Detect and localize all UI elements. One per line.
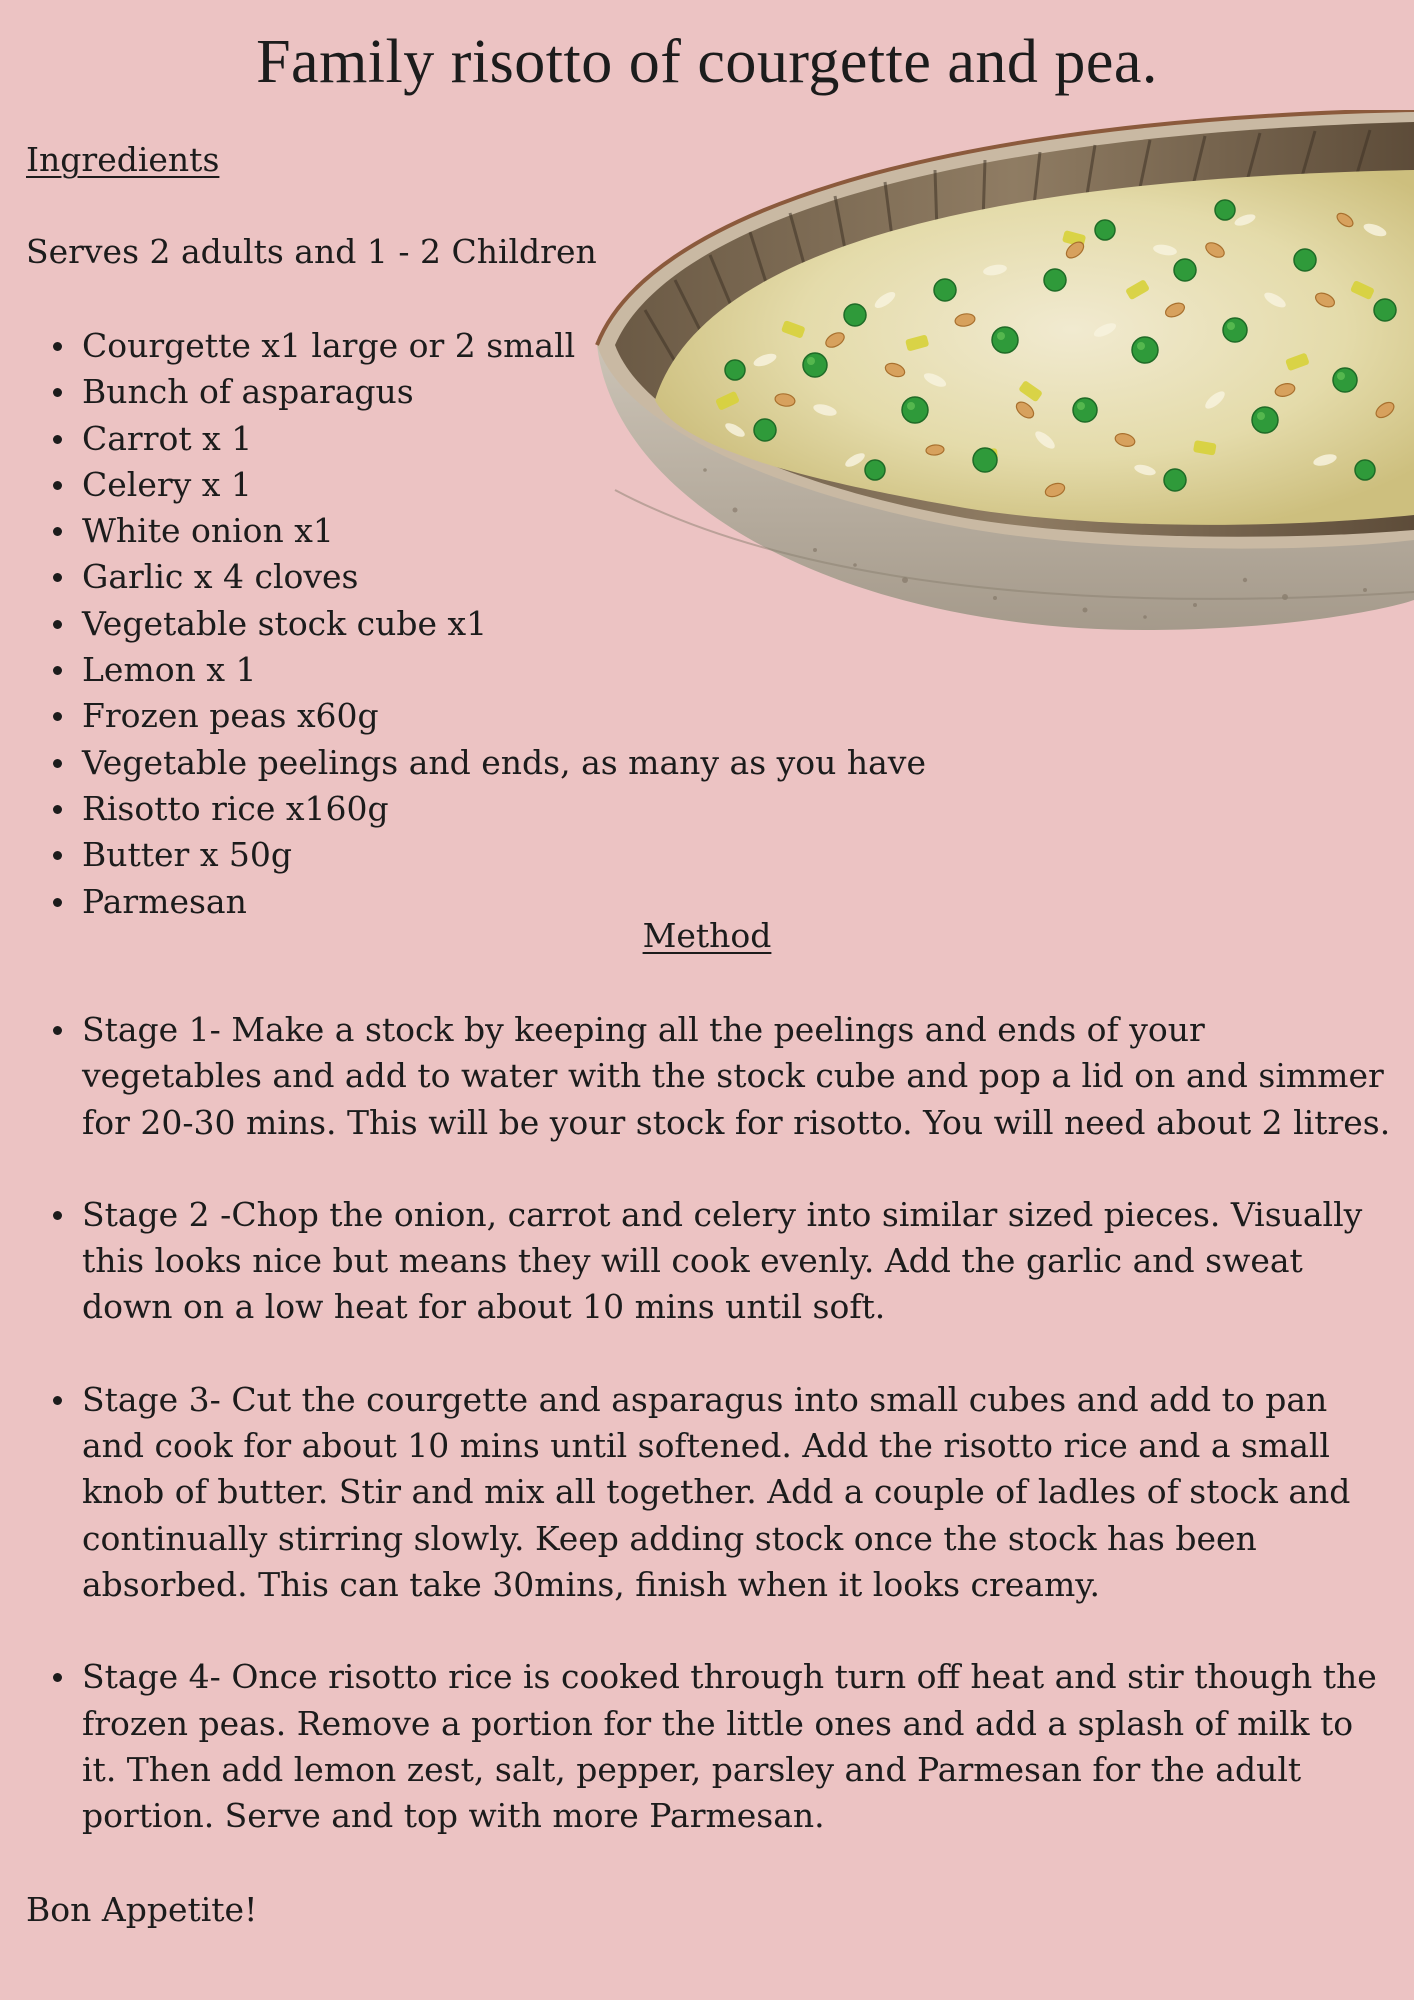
- method-step-1: Stage 1- Make a stock by keeping all the peelings and ends of your vegetables and add to water with the stock cube and pop a lid on and simmer for 20-30 mins. This will be your stock for risotto. You will need about 2 litres.: [82, 1007, 1392, 1146]
- ingredient-item: White onion x1: [82, 508, 926, 554]
- sign-off: Bon Appetite!: [26, 1890, 258, 1929]
- ingredient-item: Vegetable stock cube x1: [82, 601, 926, 647]
- ingredient-item: Bunch of asparagus: [82, 369, 926, 415]
- ingredient-item: Frozen peas x60g: [82, 693, 926, 739]
- method-list: [82, 1007, 1392, 1885]
- method-step-2: Stage 2 -Chop the onion, carrot and celery into similar sized pieces. Visually this looks nice but means they will cook evenly. Add the garlic and sweat down on a low heat for about 10 mins until soft.: [82, 1192, 1392, 1331]
- ingredient-item: Vegetable peelings and ends, as many as you have: [82, 740, 926, 786]
- ingredients-list: [82, 323, 926, 925]
- method-step-4: Stage 4- Once risotto rice is cooked through turn off heat and stir though the frozen peas. Remove a portion for the little ones and add a splash of milk to it. Then add lemon zest, salt, pepper, parsley and Parmesan for the adult portion. Serve and top with more Parmesan.: [82, 1654, 1392, 1839]
- method-step-3: Stage 3- Cut the courgette and asparagus into small cubes and add to pan and cook for about 10 mins until softened. Add the risotto rice and a small knob of butter. Stir and mix all together. Add a couple of ladles of stock and continually stirring slowly. Keep adding stock once the stock has been absorbed. This can take 30mins, finish when it looks creamy.: [82, 1377, 1392, 1608]
- ingredient-item: Celery x 1: [82, 462, 926, 508]
- ingredient-item: Risotto rice x160g: [82, 786, 926, 832]
- ingredients-heading: Ingredients: [26, 140, 220, 179]
- ingredient-item: Parmesan: [82, 879, 926, 925]
- ingredient-item: Garlic x 4 cloves: [82, 554, 926, 600]
- ingredient-item: Courgette x1 large or 2 small: [82, 323, 926, 369]
- ingredient-item: Butter x 50g: [82, 832, 926, 878]
- ingredient-item: Carrot x 1: [82, 416, 926, 462]
- serves-text: Serves 2 adults and 1 - 2 Children: [26, 232, 597, 271]
- ingredient-item: Lemon x 1: [82, 647, 926, 693]
- page-title: Family risotto of courgette and pea.: [256, 28, 1158, 96]
- method-heading: Method: [642, 916, 772, 955]
